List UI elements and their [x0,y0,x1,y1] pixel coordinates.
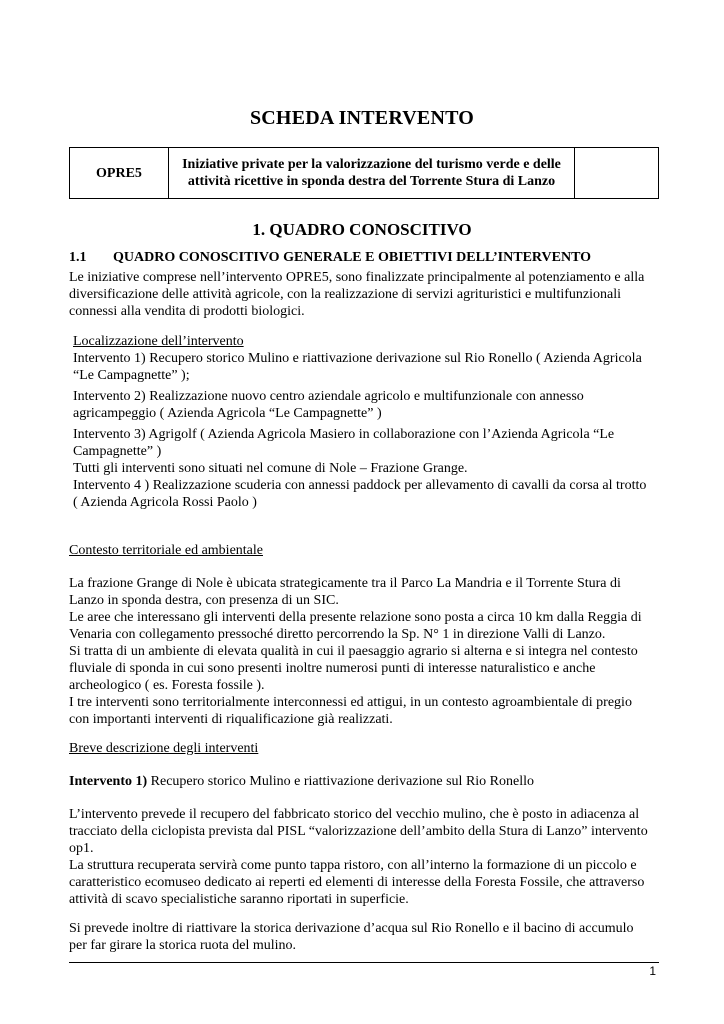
description-line: Iniziative private per la valorizzazione del turismo verde e delle [182,157,561,172]
text-line: diversificazione delle attività agricole, con la realizzazione di servizi agrituristici e multifunzionali [69,287,621,302]
text-line: Si prevede inoltre di riattivare la storica derivazione d’acqua sul Rio Ronello e il bacino di accumulo [69,921,634,936]
brief-section [69,740,657,757]
text-line: Si tratta di un ambiente di elevata qualità in cui il paesaggio agrario si alterna e si integra nel contesto [69,644,638,659]
text-line: attività di scavo specialistiche saranno riportati in superficie. [69,892,409,907]
context-heading: Contesto territoriale ed ambientale [69,543,263,558]
text-line: Intervento 2) Realizzazione nuovo centro aziendale agricolo e multifunzionale con annesso [73,389,584,404]
intervention-description [169,148,575,199]
text-line: L’intervento prevede il recupero del fabbricato storico del vecchio mulino, che è posto in adiacenza al [69,807,640,822]
context-paragraph [69,575,657,728]
section-title: 1. QUADRO CONOSCITIVO [252,220,472,239]
subsection-label: QUADRO CONOSCITIVO GENERALE E OBIETTIVI DELL’INTERVENTO [113,250,592,265]
intervention1-heading [69,773,657,790]
intro-paragraph [69,269,657,320]
text-line: op1. [69,841,94,856]
text-line: “Le Campagnette” ); [73,368,190,383]
empty-cell [575,148,659,199]
text-line: con importanti interventi di riqualificazione già realizzati. [69,712,393,727]
text-line: Le iniziative comprese nell’intervento OPRE5, sono finalizzate principalmente al potenziamento e alla [69,270,645,285]
page-number: 1 [649,964,656,978]
text-line: La struttura recuperata servirà come punto tappa ristoro, con all’interno la formazione di un piccolo e [69,858,637,873]
description-line: attività ricettive in sponda destra del Torrente Stura di Lanzo [187,174,556,189]
footer-divider [69,962,659,963]
intervention1-title: Recupero storico Mulino e riattivazione derivazione sul Rio Ronello [147,774,535,789]
text-line: caratteristico ecomuseo dedicato ai reperti ed elementi di interesse della Foresta Fossile, che attraverso [69,875,645,890]
text-line: Intervento 3) Agrigolf ( Azienda Agricola Masiero in collaborazione con l’Azienda Agricola “Le [73,427,615,442]
text-line: Intervento 4 ) Realizzazione scuderia con annessi paddock per allevamento di cavalli da corsa al trotto [73,478,647,493]
text-line: per far girare la storica ruota del mulino. [69,938,297,953]
intervention1-label: Intervento 1) [69,774,148,789]
document-title: SCHEDA INTERVENTO [249,107,475,129]
context-section [69,542,657,559]
text-line: tracciato della ciclopista prevista dal PISL “valorizzazione dell’ambito della Stura di Lanzo” intervento [69,824,648,839]
text-line: Lanzo in sponda destra, con presenza di un SIC. [69,593,339,608]
text-line: agricampeggio ( Azienda Agricola “Le Campagnette” ) [73,406,382,421]
text-line: La frazione Grange di Nole è ubicata strategicamente tra il Parco La Mandria e il Torrente Stura di [69,576,621,591]
localization-heading: Localizzazione dell’intervento [73,334,244,349]
text-line: archeologico ( es. Foresta fossile ). [69,678,265,693]
text-line: ( Azienda Agricola Rossi Paolo ) [73,495,257,510]
intervention1-paragraph-1 [69,806,657,908]
text-line: Intervento 1) Recupero storico Mulino e riattivazione derivazione sul Rio Ronello ( Azienda Agricola [73,351,642,366]
intervention-code: OPRE5 [70,148,169,199]
text-line: Tutti gli interventi sono situati nel comune di Nole – Frazione Grange. [73,461,468,476]
text-line: connessi alla vendita di prodotti biologici. [69,304,305,319]
text-line: I tre interventi sono territorialmente interconnessi ed attigui, in un contesto agroambientale di pregio [69,695,632,710]
subsection-title [69,250,591,266]
subsection-number: 1.1 [69,250,87,265]
brief-heading: Breve descrizione degli interventi [69,741,259,756]
text-line: Le aree che interessano gli interventi della presente relazione sono posta a circa 10 km dalla Reggia di [69,610,642,625]
intervention1-paragraph-3 [69,920,657,954]
localization-section [73,333,661,511]
text-line: Venaria con collegamento pressoché diretto percorrendo la Sp. N° 1 in direzione Valli di Lanzo. [69,627,606,642]
header-table [69,147,659,199]
text-line: Campagnette” ) [73,444,162,459]
text-line: fluviale di sponda in cui sono presenti inoltre numerosi punti di interesse naturalistico e anche [69,661,596,676]
